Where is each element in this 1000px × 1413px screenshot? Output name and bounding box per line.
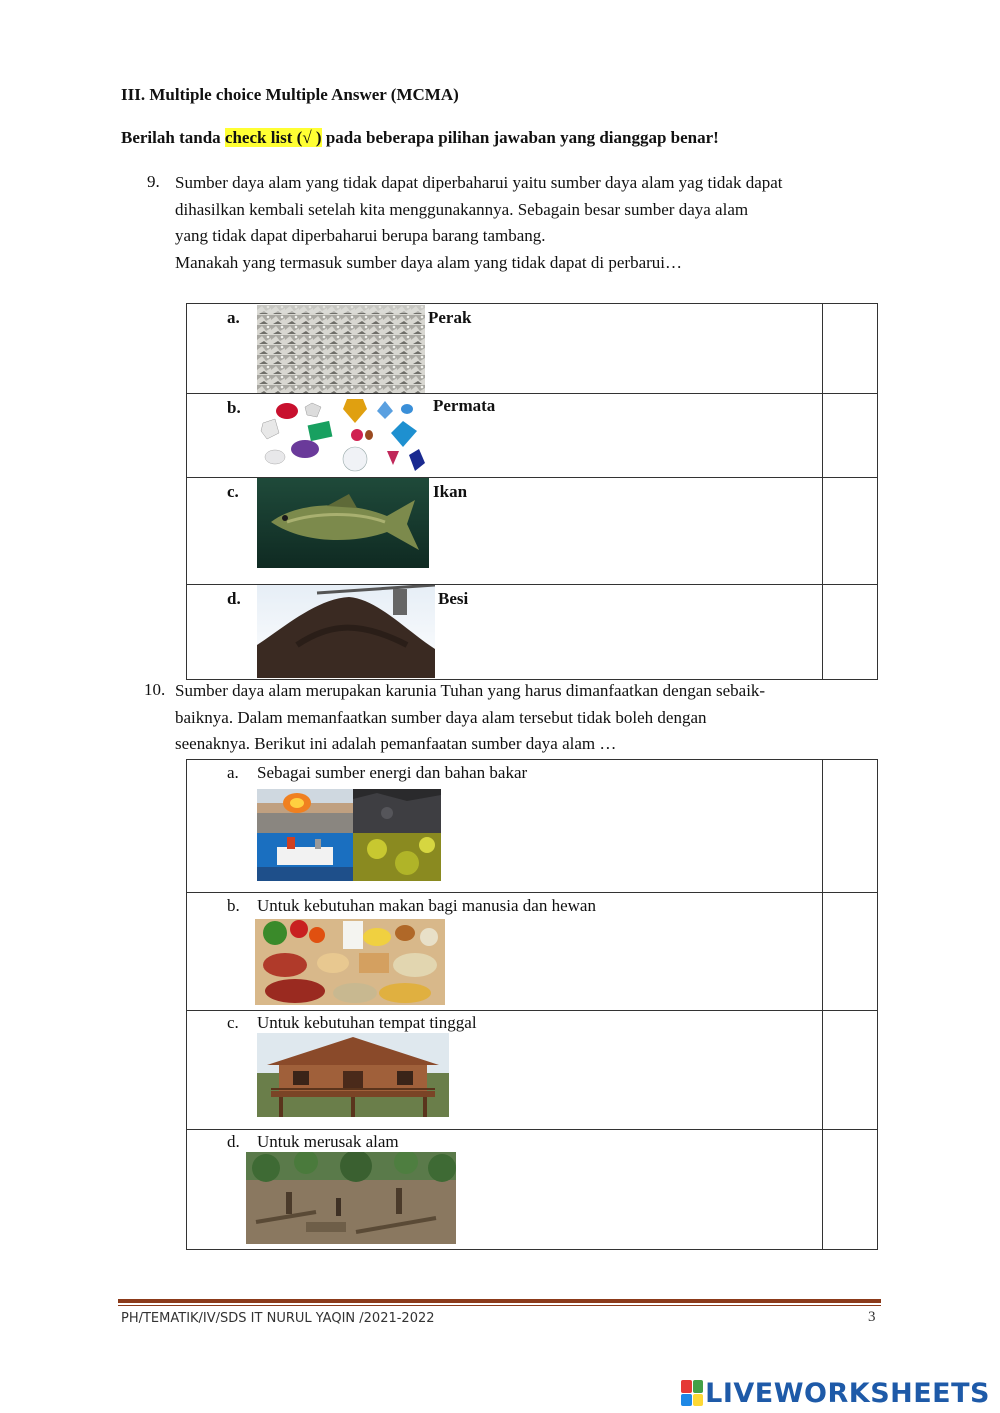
iron-ore-pile-image: [257, 585, 435, 678]
question-10-number: 10.: [144, 680, 166, 699]
option-row: [187, 478, 878, 585]
silver-ore-image: [257, 305, 425, 393]
option-label: Besi: [438, 589, 469, 608]
answer-checkbox-cell[interactable]: [823, 394, 878, 478]
question-10-line: seenaknya. Berikut ini adalah pemanfaatan sumber daya alam …: [175, 734, 617, 753]
fish-image: [257, 478, 429, 568]
instruction-after: pada beberapa pilihan jawaban yang dianggap benar!: [321, 128, 719, 147]
question-9-line: dihasilkan kembali setelah kita menggunakannya. Sebagain besar sumber daya alam: [175, 199, 749, 219]
wooden-house-image: [257, 1033, 449, 1117]
question-9-options-table: [186, 303, 878, 680]
footer-rule: [118, 1299, 881, 1303]
option-row: [187, 1130, 878, 1250]
liveworksheets-logo: [681, 1376, 990, 1410]
instruction-highlight: check list (√ ): [224, 128, 322, 147]
option-content-cell: [187, 893, 823, 1011]
option-content-cell: [187, 585, 823, 680]
question-10-line: Sumber daya alam merupakan karunia Tuhan yang harus dimanfaatkan dengan sebaik-: [175, 681, 766, 700]
option-label: Ikan: [433, 482, 468, 501]
option-row: [187, 893, 878, 1011]
question-9-number: 9.: [147, 172, 160, 191]
option-content-cell: [187, 478, 823, 585]
option-letter: a.: [227, 763, 239, 782]
liveworksheets-wordmark: LIVEWORKSHEETS: [705, 1377, 990, 1409]
option-label: Untuk kebutuhan tempat tinggal: [257, 1013, 477, 1032]
question-10-text: [175, 678, 878, 758]
question-9-text: [175, 170, 878, 276]
question-9-line: Manakah yang termasuk sumber daya alam yang tidak dapat di perbarui…: [175, 252, 682, 272]
footer-reference: PH/TEMATIK/IV/SDS IT NURUL YAQIN /2021-2022: [121, 1311, 435, 1326]
answer-checkbox-cell[interactable]: [823, 585, 878, 680]
option-label: Untuk kebutuhan makan bagi manusia dan hewan: [257, 896, 596, 915]
gemstones-image: [257, 395, 429, 477]
option-content-cell: [187, 1011, 823, 1130]
section-title: III. Multiple choice Multiple Answer (MCMA): [121, 85, 459, 104]
answer-checkbox-cell[interactable]: [823, 1130, 878, 1250]
option-label: Perak: [428, 308, 472, 327]
option-row: [187, 760, 878, 893]
liveworksheets-logo-icon: [681, 1380, 703, 1406]
option-label: Sebagai sumber energi dan bahan bakar: [257, 763, 528, 782]
option-letter: c.: [227, 1013, 239, 1032]
option-letter: b.: [227, 398, 241, 417]
option-content-cell: [187, 394, 823, 478]
page-number: 3: [868, 1309, 876, 1325]
option-row: [187, 585, 878, 680]
instruction: [121, 128, 719, 148]
option-content-cell: [187, 1130, 823, 1250]
option-row: [187, 394, 878, 478]
option-letter: d.: [227, 1132, 240, 1151]
question-9-line: Sumber daya alam yang tidak dapat diperbaharui yaitu sumber daya alam yag tidak dapat: [175, 173, 783, 192]
answer-checkbox-cell[interactable]: [823, 304, 878, 394]
food-spread-image: [255, 919, 445, 1005]
answer-checkbox-cell[interactable]: [823, 478, 878, 585]
question-10-line: baiknya. Dalam memanfaatkan sumber daya alam tersebut tidak boleh dengan: [175, 707, 707, 727]
option-letter: a.: [227, 308, 240, 327]
answer-checkbox-cell[interactable]: [823, 893, 878, 1011]
option-content-cell: [187, 304, 823, 394]
question-9-line: yang tidak dapat diperbaharui berupa barang tambang.: [175, 226, 546, 245]
option-letter: d.: [227, 589, 241, 608]
answer-checkbox-cell[interactable]: [823, 760, 878, 893]
option-letter: b.: [227, 896, 240, 915]
energy-fuel-collage-image: [257, 789, 441, 881]
option-content-cell: [187, 760, 823, 893]
option-row: [187, 1011, 878, 1130]
instruction-before: Berilah tanda: [121, 128, 225, 147]
question-10-options-table: [186, 759, 878, 1250]
footer-rule-thin: [118, 1305, 881, 1306]
option-label: Permata: [433, 396, 496, 415]
deforestation-image: [246, 1152, 456, 1244]
answer-checkbox-cell[interactable]: [823, 1011, 878, 1130]
option-label: Untuk merusak alam: [257, 1132, 399, 1151]
option-letter: c.: [227, 482, 239, 501]
option-row: [187, 304, 878, 394]
